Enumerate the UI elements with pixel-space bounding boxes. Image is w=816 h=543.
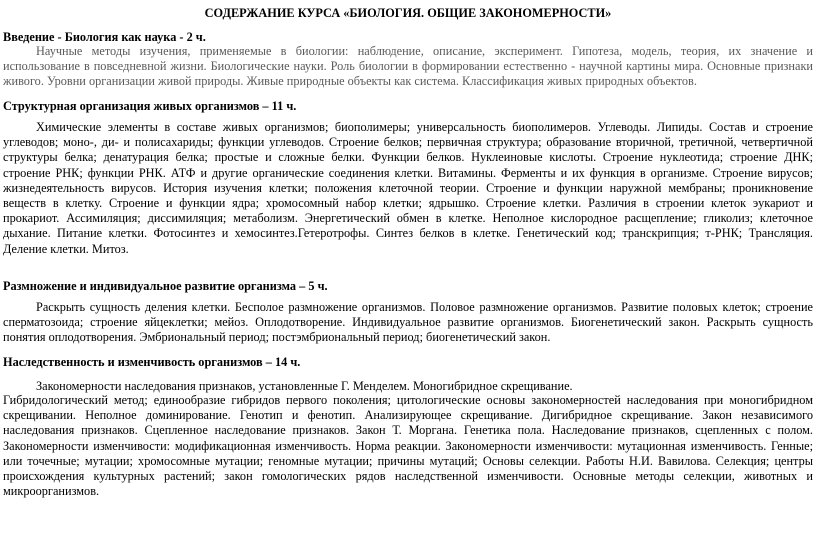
section-text-structure [3, 120, 813, 257]
text-line: происхождения культурных растений; закон гомологических рядов наследственной изменчивости. Основные методы селекции, животных и [3, 469, 813, 484]
section-heading-reproduction: Размножение и индивидуальное развитие организма – 5 ч. [3, 279, 328, 293]
text-line: Закономерности изменчивости: модификационная изменчивость. Норма реакции. Закономерности изменчивости: мутационная изменчивость. Генные; [3, 438, 813, 453]
text-line: прокариот. Ассимиляция; диссимиляция; метаболизм. Энергетический обмен в клетке. Неполное кислородное расщепление; гликолиз; клеточное [3, 211, 813, 226]
text-line: Раскрыть сущность деления клетки. Бесполое размножение организмов. Половое размножение организмов. Развитие половых клеток; строение [36, 300, 813, 314]
text-line: сперматозоида; строение яйцеклетки; мейоз. Оплодотворение. Индивидуальное развитие организмов. Биогенетический закон. Раскрыть сущность [3, 315, 813, 330]
section-text-heredity [3, 393, 813, 499]
text-line: веществ в клетку. Строение и функции ядра; хромосомный набор клетки; ядрышко. Строение клетки. Различия в строении клеток эукариот и [3, 196, 813, 211]
section-text-reproduction [3, 300, 813, 346]
section-heading-heredity: Наследственность и изменчивость организмов – 14 ч. [3, 355, 301, 369]
text-line: наследования признаков. Сцепленное наследование признаков. Закон Т. Моргана. Генетика пола. Наследование признаков, сцепленных с полом. [3, 423, 813, 438]
text-line: понятия оплодотворения. Эмбриональный период; постэмбриональный период; биогенетический закон. [3, 330, 551, 345]
text-line: Научные методы изучения, применяемые в биологии: наблюдение, описание, эксперимент. Гипотеза, модель, теория, их значение и [36, 44, 813, 58]
text-line: Деление клетки. Митоз. [3, 241, 129, 256]
section-heading-structure: Структурная организация живых организмов – 11 ч. [3, 99, 297, 113]
text-line: углеводов; моно-, ди- и полисахариды; функции углеводов. Строение белков; первичная структура; образование вторичной, третичной, четвертичной [3, 135, 813, 150]
text-line: жизнедеятельность вирусов. История изучения клетки; положения клеточной теории. Строение и функции наружной мембраны; проникновение [3, 180, 813, 195]
text-line: или точечные; мутации; хромосомные мутации; геномные мутации; причины мутаций; Основы селекции. Работы Н.И. Вавилова. Селекция; центры [3, 453, 813, 468]
text-line: микроорганизмов. [3, 484, 100, 499]
text-line: скрещивании. Неполное доминирование. Генотип и фенотип. Анализирующее скрещивание. Дигибридное скрещивание. Закон независимого [3, 408, 813, 423]
text-line: дыхание. Питание клетки. Фотосинтез и хемосинтез.Гетеротрофы. Синтез белков в клетке. Генетический код; транскрипция; т-РНК; Трансляция. [3, 226, 813, 241]
document-title: СОДЕРЖАНИЕ КУРСА «БИОЛОГИЯ. ОБЩИЕ ЗАКОНОМЕРНОСТИ» [204, 6, 612, 20]
text-line: Гибридологический метод; единообразие гибридов первого поколения; цитологические основы закономерностей наследования при моногибридном [3, 393, 813, 407]
text-line: использование в повседневной жизни. Биологические науки. Роль биологии в формировании естественно - научной картины мира. Основные признаки [3, 59, 813, 74]
text-line: строение РНК; функции РНК. АТФ и другие органические соединения клетки. Витамины. Ферменты и их функция в организме. Строение вирусов; [3, 165, 813, 180]
section-heading-introduction: Введение - Биология как наука - 2 ч. [3, 30, 206, 44]
text-line: структуры белка; денатурация белка; простые и сложные белки. Функции белков. Нуклеиновые кислоты. Строение нуклеотида; строение ДНК; [3, 150, 813, 165]
text-line: Химические элементы в составе живых организмов; биополимеры; универсальность биополимеров. Углеводы. Липиды. Состав и строение [36, 120, 813, 134]
text-line: живого. Уровни организации живой природы. Живые природные объекты как система. Классификация живых природных объектов. [3, 74, 697, 89]
section-text-introduction [3, 44, 813, 90]
section-intro-heredity: Закономерности наследования признаков, установленные Г. Менделем. Моногибридное скрещивание. [36, 379, 573, 393]
